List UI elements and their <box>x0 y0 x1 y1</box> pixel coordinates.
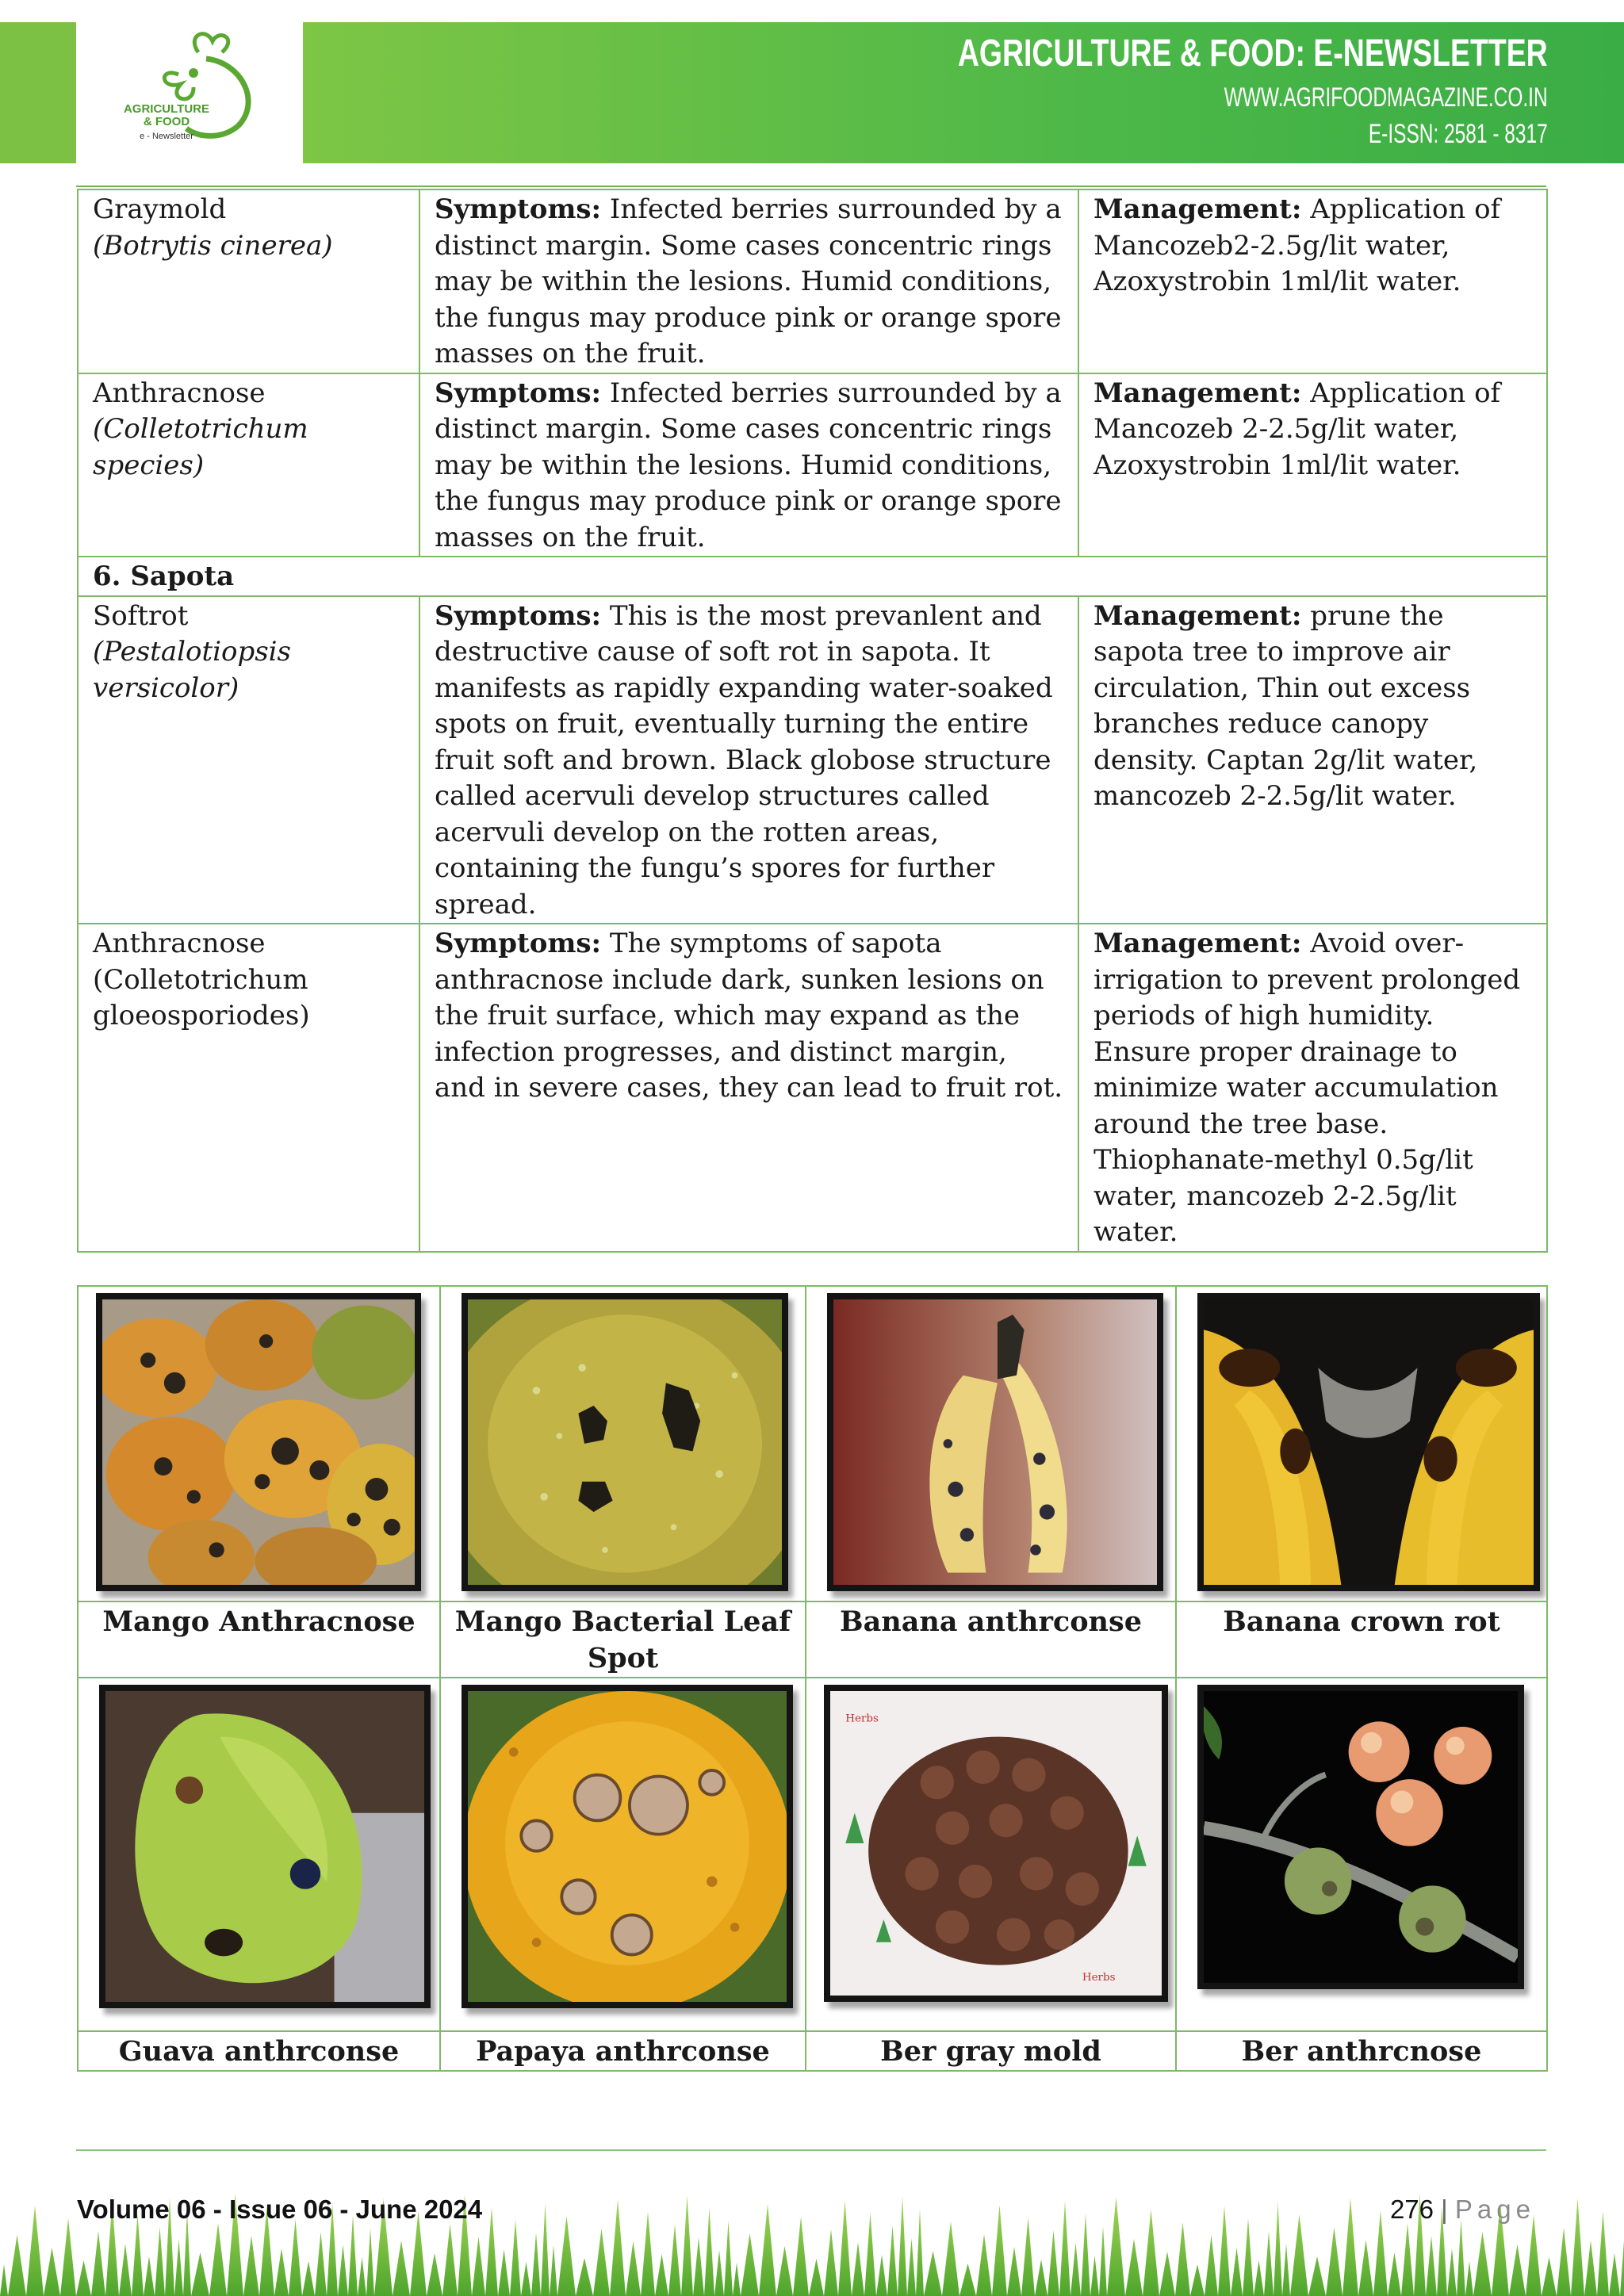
table-row <box>78 596 1547 924</box>
gallery-cell <box>440 1678 806 2031</box>
gallery-cell <box>1176 1286 1547 1601</box>
logo-wordmark <box>111 103 222 128</box>
page-number: 276 <box>1389 2195 1434 2224</box>
gallery-caption: Guava anthrconse <box>78 2031 440 2071</box>
footer-divider <box>76 2149 1546 2151</box>
table-row <box>78 189 1547 373</box>
page-label: Page <box>1454 2195 1535 2224</box>
symptoms-text: Infected berries surrounded by a distinct margin. Some cases concentric rings may be within the lesions. Humid conditions, the fungus may produce pink or orange spore masses on the fruit. <box>435 377 1062 553</box>
gallery-cell <box>1176 1678 1547 2031</box>
issue-volume: Volume 06 - Issue 06 - June 2024 <box>77 2195 483 2224</box>
management-text: Application of Mancozeb 2-2.5g/lit water, Azoxystrobin 1ml/lit water. <box>1094 377 1501 481</box>
management-cell <box>1078 189 1547 373</box>
disease-name-cell <box>78 924 419 1252</box>
management-label: Management: <box>1094 377 1302 409</box>
pathogen-name: (Colletotrichum gloeosporiodes) <box>93 963 310 1031</box>
guava-anthracnose-photo <box>99 1685 431 2008</box>
svg-text:Herbs: Herbs <box>1082 1971 1116 1984</box>
symptoms-cell <box>419 924 1078 1252</box>
symptoms-cell <box>419 596 1078 924</box>
image-gallery <box>77 1285 1548 2072</box>
gallery-caption: Banana anthrconse <box>806 1601 1176 1678</box>
management-label: Management: <box>1094 599 1302 632</box>
symptoms-label: Symptoms: <box>435 377 602 409</box>
mango-anthracnose-photo <box>96 1293 421 1591</box>
logo-subtitle: e - Newsletter <box>140 132 193 141</box>
banana-anthracnose-photo <box>827 1293 1163 1591</box>
gallery-caption: Mango Anthracnose <box>78 1601 440 1678</box>
gallery-caption-row <box>78 2031 1547 2071</box>
gallery-caption: Banana crown rot <box>1176 1601 1547 1678</box>
gallery-cell <box>806 1678 1176 2031</box>
top-divider <box>76 186 1546 187</box>
gallery-image-row <box>78 1678 1547 2031</box>
section-row <box>78 557 1547 596</box>
table-row <box>78 373 1547 557</box>
management-text: Avoid over-irrigation to prevent prolonged periods of high humidity. Ensure proper drainage to minimize water accumulation around the tree base. Thiophanate-methyl 0.5g/lit water, mancozeb 2-2.5g/lit water. <box>1094 928 1521 1248</box>
newsletter-website[interactable]: WWW.AGRIFOODMAGAZINE.CO.IN <box>1224 82 1548 113</box>
papaya-anthracnose-photo <box>462 1685 793 2008</box>
newsletter-issn: E-ISSN: 2581 - 8317 <box>1369 119 1548 149</box>
svg-text:Herbs: Herbs <box>845 1712 879 1725</box>
page-indicator <box>1390 2195 1535 2225</box>
logo-line-2: & FOOD <box>143 115 190 128</box>
management-cell <box>1078 596 1547 924</box>
pathogen-name: (Botrytis cinerea) <box>93 229 333 262</box>
banana-crown-rot-photo <box>1197 1293 1540 1591</box>
management-label: Management: <box>1094 193 1302 225</box>
gallery-caption-row <box>78 1601 1547 1678</box>
ber-anthracnose-photo <box>1197 1685 1524 1989</box>
symptoms-text: This is the most prevanlent and destructive cause of soft rot in sapota. It manifests as rapidly expanding water-soaked spots on fruit, eventually turning the entire fruit soft and brown. Black globose structure called acervuli develop structures called acervuli develop on the rotten areas, containing the fungu’s spores for further spread. <box>435 599 1053 920</box>
management-text: Application of Mancozeb2-2.5g/lit water, Azoxystrobin 1ml/lit water. <box>1094 193 1501 297</box>
gallery-cell <box>78 1678 440 2031</box>
disease-name-cell <box>78 189 419 373</box>
page-separator: | <box>1441 2195 1448 2224</box>
management-cell <box>1078 373 1547 557</box>
logo-line-1: AGRICULTURE <box>123 102 210 116</box>
header-left-band <box>0 22 76 163</box>
newsletter-title: AGRICULTURE & FOOD: E-NEWSLETTER <box>958 33 1548 75</box>
symptoms-label: Symptoms: <box>435 599 602 632</box>
disease-name-cell <box>78 596 419 924</box>
disease-table <box>77 189 1548 1253</box>
gallery-caption: Mango Bacterial Leaf Spot <box>440 1601 806 1678</box>
management-cell <box>1078 924 1547 1252</box>
disease-name: Softrot <box>93 599 189 632</box>
gallery-image-row <box>78 1286 1547 1601</box>
mango-bacterial-leaf-spot-photo <box>462 1293 788 1591</box>
gallery-cell <box>78 1286 440 1601</box>
gallery-caption: Ber anthrcnose <box>1176 2031 1547 2071</box>
symptoms-text: The symptoms of sapota anthracnose include dark, sunken lesions on the fruit surface, which may expand as the infection progresses, and distinct margin, and in severe cases, they can lead to fruit rot. <box>435 928 1063 1104</box>
symptoms-cell <box>419 373 1078 557</box>
disease-name-cell <box>78 373 419 557</box>
section-heading: 6. Sapota <box>78 557 1547 596</box>
disease-name: Anthracnose <box>93 377 266 409</box>
disease-name: Graymold <box>93 193 227 225</box>
grass-decoration-icon <box>0 2172 1624 2296</box>
gallery-cell <box>806 1286 1176 1601</box>
gallery-cell <box>440 1286 806 1601</box>
disease-name: Anthracnose <box>93 928 266 959</box>
gallery-caption: Papaya anthrconse <box>440 2031 806 2071</box>
ber-gray-mold-photo <box>824 1685 1168 2002</box>
symptoms-label: Symptoms: <box>435 193 602 225</box>
symptoms-cell <box>419 189 1078 373</box>
pathogen-name: (Pestalotiopsis versicolor) <box>93 636 292 704</box>
table-row <box>78 924 1547 1252</box>
symptoms-text: Infected berries surrounded by a distinct margin. Some cases concentric rings may be within the lesions. Humid conditions, the fungus may produce pink or orange spore masses on the fruit. <box>435 193 1062 369</box>
symptoms-label: Symptoms: <box>435 928 602 959</box>
management-text: prune the sapota tree to improve air circulation, Thin out excess branches reduce canopy density. Captan 2g/lit water, mancozeb 2-2.5g/lit water. <box>1094 599 1478 812</box>
management-label: Management: <box>1094 928 1302 959</box>
pathogen-name: (Colletotrichum species) <box>93 413 308 481</box>
gallery-caption: Ber gray mold <box>806 2031 1176 2071</box>
